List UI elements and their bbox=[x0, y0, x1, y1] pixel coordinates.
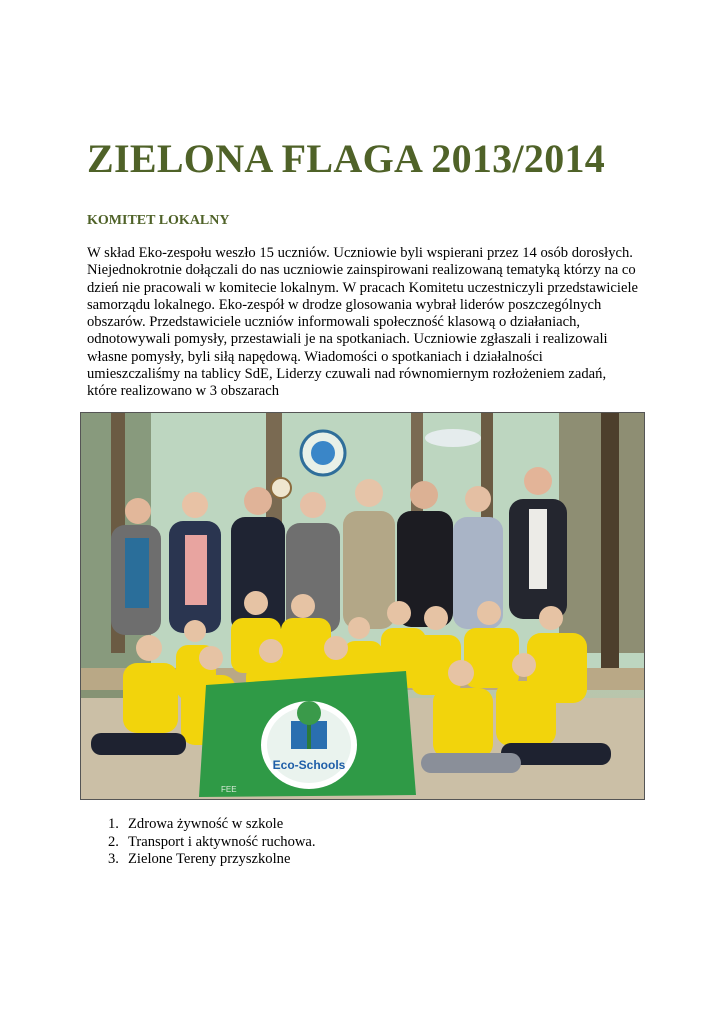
paragraph-line: własne pomysły, byli siłą napędową. Wiadomości o spotkaniach i działalności bbox=[87, 348, 543, 365]
section-heading: KOMITET LOKALNY bbox=[87, 213, 230, 228]
body-paragraph bbox=[87, 245, 647, 401]
eco-schools-flag bbox=[199, 671, 416, 797]
flag-label: Eco-Schools bbox=[272, 758, 346, 772]
list-label: Transport i aktywność ruchowa. bbox=[128, 833, 316, 850]
group-photo bbox=[80, 412, 645, 800]
page-title: ZIELONA FLAGA 2013/2014 bbox=[87, 136, 606, 181]
list-label: Zdrowa żywność w szkole bbox=[128, 816, 284, 832]
list-number: 3. bbox=[108, 851, 119, 867]
paragraph-line: dzień nie pracowali w komitecie lokalnym. W pracach Komitetu uczestniczyli przedstawiciele bbox=[87, 279, 638, 296]
paragraph-line: odnotowywali pomysły, przestawiali je na spotkaniach. Uczniowie zgłaszali i realizowali bbox=[87, 331, 608, 348]
paragraph-line: umieszczaliśmy na tablicy SdE, Liderzy czuwali nad równomiernym rozłożeniem zadań, bbox=[87, 366, 607, 383]
paragraph-line: Niejednokrotnie dołączali do nas uczniowie zainspirowani realizowaną tematyką którzy na co bbox=[87, 262, 636, 279]
flag-corner-label: FEE bbox=[221, 785, 237, 794]
list-number: 2. bbox=[108, 833, 119, 850]
paragraph-line: W skład Eko-zespołu weszło 15 uczniów. Uczniowie byli wspierani przez 14 osób dorosłych. bbox=[87, 245, 633, 261]
paragraph-line: obszarów. Przedstawiciele uczniów informowali społeczność klasową o działaniach, bbox=[87, 314, 581, 331]
paragraph-line: samorządu lokalnego. Eko-zespół w drodze glosowania wybrał liderów poszczególnych bbox=[87, 296, 602, 313]
group-photo-illustration bbox=[81, 413, 644, 799]
list-number: 1. bbox=[108, 816, 119, 832]
list-item bbox=[108, 834, 316, 852]
list-item bbox=[108, 816, 316, 834]
list-item bbox=[108, 851, 316, 869]
paragraph-line: które realizowano w 3 obszarach bbox=[87, 383, 280, 400]
list-label: Zielone Tereny przyszkolne bbox=[128, 851, 291, 867]
focus-areas-list bbox=[108, 816, 316, 869]
